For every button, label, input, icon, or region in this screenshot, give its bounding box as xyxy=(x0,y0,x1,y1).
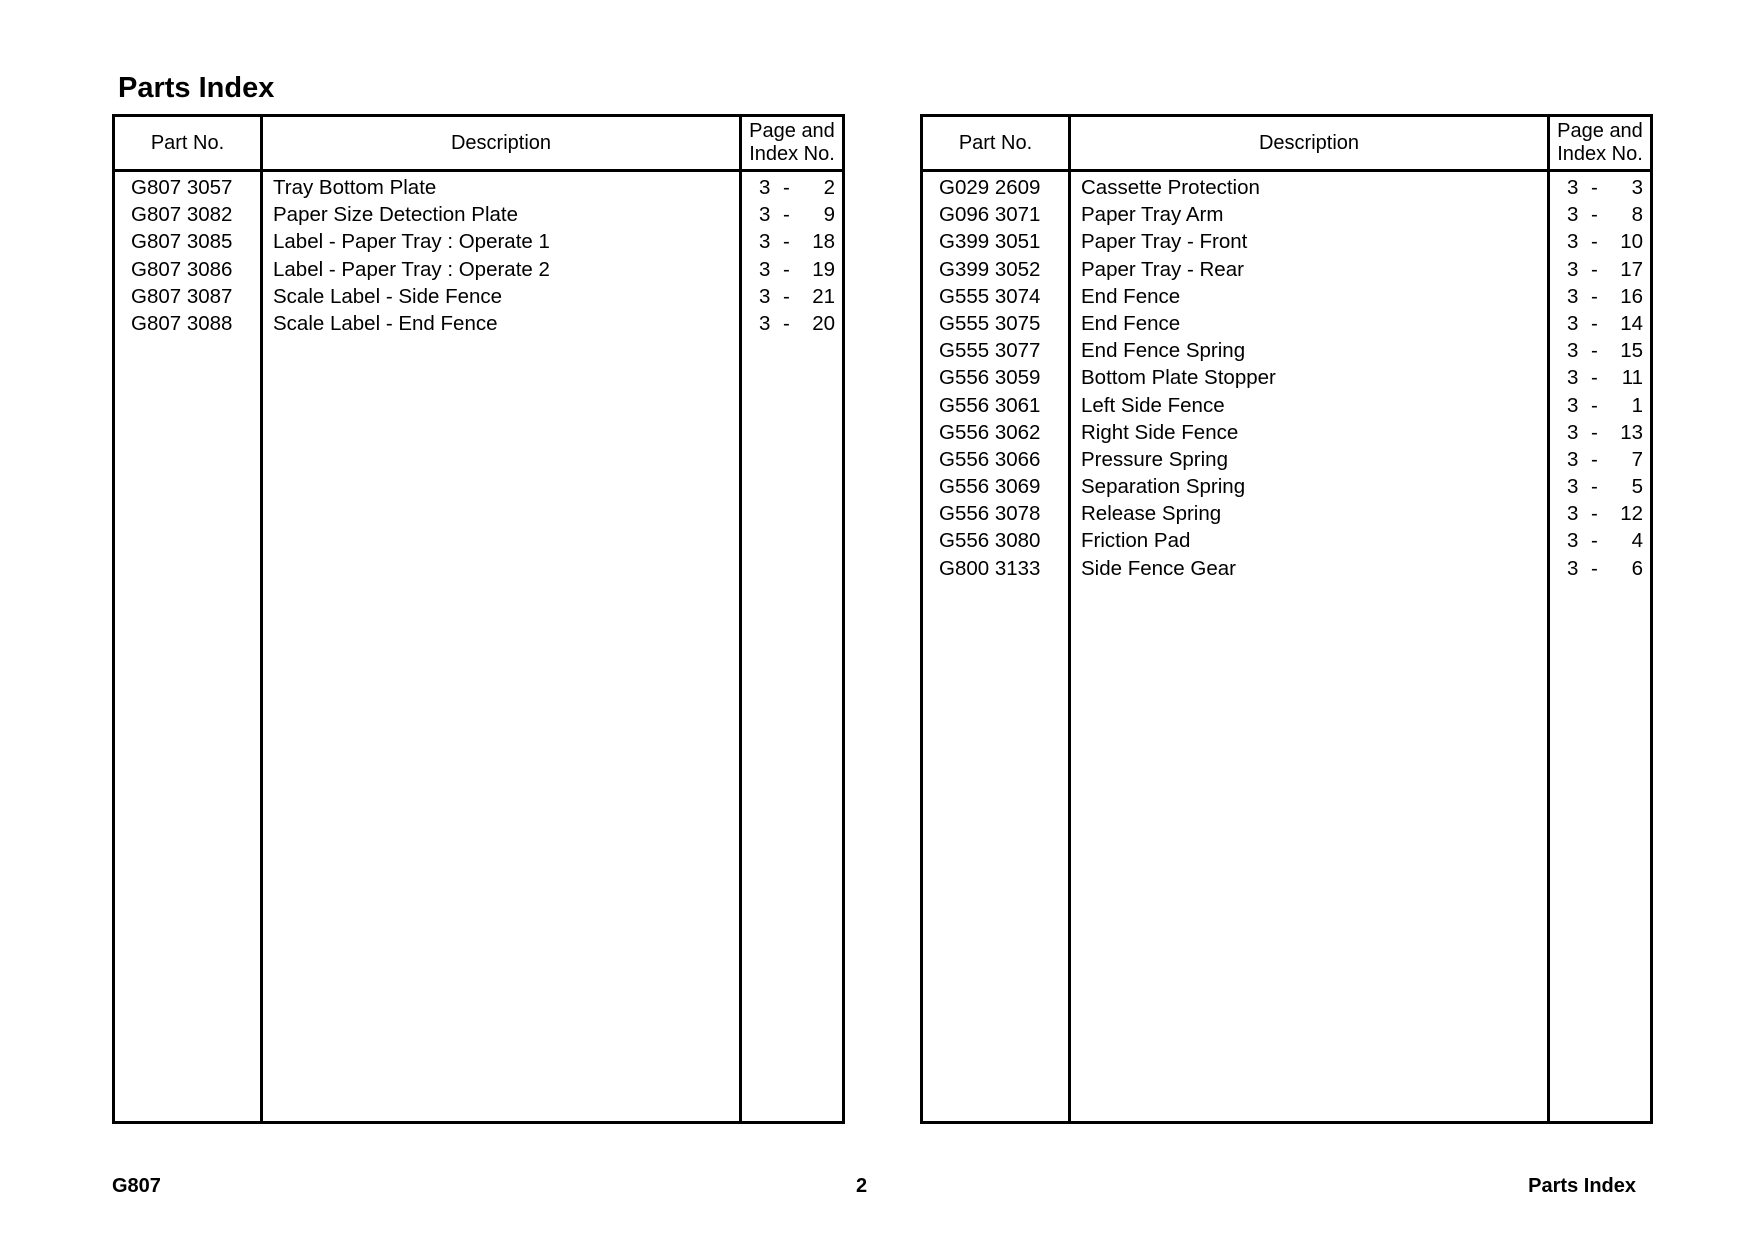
header-page-line2: Index No. xyxy=(1557,143,1643,165)
index-number-cell: 13 xyxy=(1620,420,1643,444)
page-number-cell: 3 xyxy=(1567,529,1579,553)
table-row xyxy=(923,392,1650,419)
page-number-cell: 3 xyxy=(759,284,771,308)
page-number-cell: 3 xyxy=(1567,230,1579,254)
table-row xyxy=(923,419,1650,446)
part-number-cell: G556 3066 xyxy=(939,447,1041,471)
page-number-cell: 3 xyxy=(1567,284,1579,308)
part-number-cell: G807 3057 xyxy=(131,176,233,199)
part-number-cell: G029 2609 xyxy=(939,176,1041,199)
table-row xyxy=(923,201,1650,228)
table-row xyxy=(923,256,1650,283)
description-cell: Right Side Fence xyxy=(1081,420,1239,444)
page-number-cell: 3 xyxy=(1567,203,1579,227)
table-row xyxy=(923,337,1650,364)
table-row xyxy=(923,473,1650,500)
description-cell: Scale Label - End Fence xyxy=(273,311,498,335)
table-row xyxy=(115,283,842,310)
part-number-cell: G807 3088 xyxy=(131,311,233,335)
part-number-cell: G556 3061 xyxy=(939,393,1041,417)
index-number-cell: 16 xyxy=(1620,284,1643,308)
parts-table-right xyxy=(920,114,1653,1124)
page-index-separator: - xyxy=(1591,230,1598,254)
footer-model-code: G807 xyxy=(112,1175,161,1197)
page-index-separator: - xyxy=(1591,393,1598,417)
header-part-no: Part No. xyxy=(150,131,225,154)
page-index-separator: - xyxy=(1591,475,1598,499)
footer-section-title: Parts Index xyxy=(1528,1175,1636,1197)
page-number-cell: 3 xyxy=(1567,556,1579,580)
index-number-cell: 2 xyxy=(823,176,835,199)
description-cell: Paper Size Detection Plate xyxy=(273,203,518,227)
index-number-cell: 21 xyxy=(812,284,835,308)
page-number-cell: 3 xyxy=(1567,393,1579,417)
index-number-cell: 9 xyxy=(823,203,835,227)
page-number-cell: 3 xyxy=(759,311,771,335)
description-cell: Side Fence Gear xyxy=(1081,556,1236,580)
table-row xyxy=(115,228,842,255)
part-number-cell: G556 3059 xyxy=(939,366,1041,390)
part-number-cell: G556 3080 xyxy=(939,529,1041,553)
description-cell: End Fence xyxy=(1081,311,1181,335)
index-number-cell: 3 xyxy=(1631,176,1643,199)
table-row xyxy=(923,555,1650,582)
table-row xyxy=(115,201,842,228)
header-description: Description xyxy=(1258,131,1360,154)
page-index-separator: - xyxy=(1591,529,1598,553)
description-cell: Cassette Protection xyxy=(1081,176,1260,199)
parts-list xyxy=(923,174,1650,582)
table-row xyxy=(923,446,1650,473)
parts-list xyxy=(115,174,842,337)
index-number-cell: 11 xyxy=(1621,366,1643,390)
index-number-cell: 7 xyxy=(1631,447,1643,471)
header-divider xyxy=(923,169,1650,172)
index-number-cell: 12 xyxy=(1620,502,1643,526)
page-index-separator: - xyxy=(1591,556,1598,580)
part-number-cell: G399 3052 xyxy=(939,257,1041,281)
description-cell: Paper Tray - Rear xyxy=(1081,257,1244,281)
page-index-separator: - xyxy=(1591,311,1598,335)
page-index-separator: - xyxy=(1591,339,1598,363)
part-number-cell: G399 3051 xyxy=(939,230,1041,254)
part-number-cell: G807 3085 xyxy=(131,230,233,254)
footer-page-number: 2 xyxy=(856,1175,868,1197)
index-number-cell: 19 xyxy=(812,257,835,281)
page-number-cell: 3 xyxy=(1567,475,1579,499)
description-cell: Label - Paper Tray : Operate 2 xyxy=(273,257,550,281)
index-number-cell: 17 xyxy=(1620,257,1643,281)
page-number-cell: 3 xyxy=(759,230,771,254)
description-cell: Pressure Spring xyxy=(1081,447,1228,471)
header-page-line2: Index No. xyxy=(749,143,835,165)
part-number-cell: G096 3071 xyxy=(939,203,1041,227)
description-cell: Tray Bottom Plate xyxy=(273,176,437,199)
header-page-line1: Page and xyxy=(1557,120,1643,142)
header-divider xyxy=(115,169,842,172)
index-number-cell: 10 xyxy=(1620,230,1643,254)
index-number-cell: 18 xyxy=(812,230,835,254)
index-number-cell: 20 xyxy=(812,311,835,335)
parts-table-left xyxy=(112,114,845,1124)
index-number-cell: 1 xyxy=(1631,393,1643,417)
page-index-separator: - xyxy=(783,311,790,335)
page-number-cell: 3 xyxy=(1567,339,1579,363)
page-number-cell: 3 xyxy=(1567,257,1579,281)
page-number-cell: 3 xyxy=(1567,502,1579,526)
page-index-separator: - xyxy=(1591,257,1598,281)
part-number-cell: G800 3133 xyxy=(939,556,1041,580)
description-cell: Paper Tray - Front xyxy=(1081,230,1248,254)
part-number-cell: G556 3069 xyxy=(939,475,1041,499)
table-row xyxy=(923,283,1650,310)
part-number-cell: G555 3074 xyxy=(939,284,1041,308)
page-number-cell: 3 xyxy=(759,203,771,227)
page-index-separator: - xyxy=(783,284,790,308)
description-cell: End Fence xyxy=(1081,284,1181,308)
part-number-cell: G556 3062 xyxy=(939,420,1041,444)
page-number-cell: 3 xyxy=(1567,366,1579,390)
part-number-cell: G555 3077 xyxy=(939,339,1041,363)
table-row xyxy=(923,500,1650,527)
index-number-cell: 6 xyxy=(1631,556,1643,580)
part-number-cell: G555 3075 xyxy=(939,311,1041,335)
table-row xyxy=(115,256,842,283)
index-number-cell: 4 xyxy=(1631,529,1643,553)
description-cell: Release Spring xyxy=(1081,502,1222,526)
header-description: Description xyxy=(450,131,552,154)
page-number-cell: 3 xyxy=(759,257,771,281)
part-number-cell: G807 3087 xyxy=(131,284,233,308)
page-index-separator: - xyxy=(1591,176,1598,199)
table-row xyxy=(923,364,1650,391)
description-cell: Bottom Plate Stopper xyxy=(1081,366,1276,390)
page-index-separator: - xyxy=(783,203,790,227)
table-row xyxy=(923,527,1650,554)
header-page-index xyxy=(1550,117,1650,169)
page-title: Parts Index xyxy=(118,72,275,104)
table-row xyxy=(115,174,842,201)
part-number-cell: G556 3078 xyxy=(939,502,1041,526)
index-number-cell: 15 xyxy=(1620,339,1643,363)
header-part-no: Part No. xyxy=(958,131,1033,154)
page-number-cell: 3 xyxy=(1567,447,1579,471)
index-number-cell: 5 xyxy=(1631,475,1643,499)
page-number-cell: 3 xyxy=(1567,176,1579,199)
description-cell: Left Side Fence xyxy=(1081,393,1225,417)
page-index-separator: - xyxy=(783,176,790,199)
description-cell: End Fence Spring xyxy=(1081,339,1246,363)
page-index-separator: - xyxy=(1591,366,1598,390)
description-cell: Label - Paper Tray : Operate 1 xyxy=(273,230,550,254)
page-index-separator: - xyxy=(783,257,790,281)
index-number-cell: 14 xyxy=(1620,311,1643,335)
part-number-cell: G807 3082 xyxy=(131,203,233,227)
page-index-separator: - xyxy=(1591,502,1598,526)
page-number-cell: 3 xyxy=(1567,311,1579,335)
description-cell: Friction Pad xyxy=(1081,529,1191,553)
header-page-line1: Page and xyxy=(749,120,835,142)
part-number-cell: G807 3086 xyxy=(131,257,233,281)
description-cell: Separation Spring xyxy=(1081,475,1246,499)
page-index-separator: - xyxy=(1591,420,1598,444)
table-row xyxy=(923,310,1650,337)
table-row xyxy=(115,310,842,337)
page-index-separator: - xyxy=(1591,203,1598,227)
header-page-index xyxy=(742,117,842,169)
page-index-separator: - xyxy=(1591,447,1598,471)
description-cell: Paper Tray Arm xyxy=(1081,203,1224,227)
index-number-cell: 8 xyxy=(1631,203,1643,227)
description-cell: Scale Label - Side Fence xyxy=(273,284,503,308)
page-number-cell: 3 xyxy=(759,176,771,199)
page-index-separator: - xyxy=(783,230,790,254)
table-row xyxy=(923,228,1650,255)
table-row xyxy=(923,174,1650,201)
page-number-cell: 3 xyxy=(1567,420,1579,444)
page-index-separator: - xyxy=(1591,284,1598,308)
